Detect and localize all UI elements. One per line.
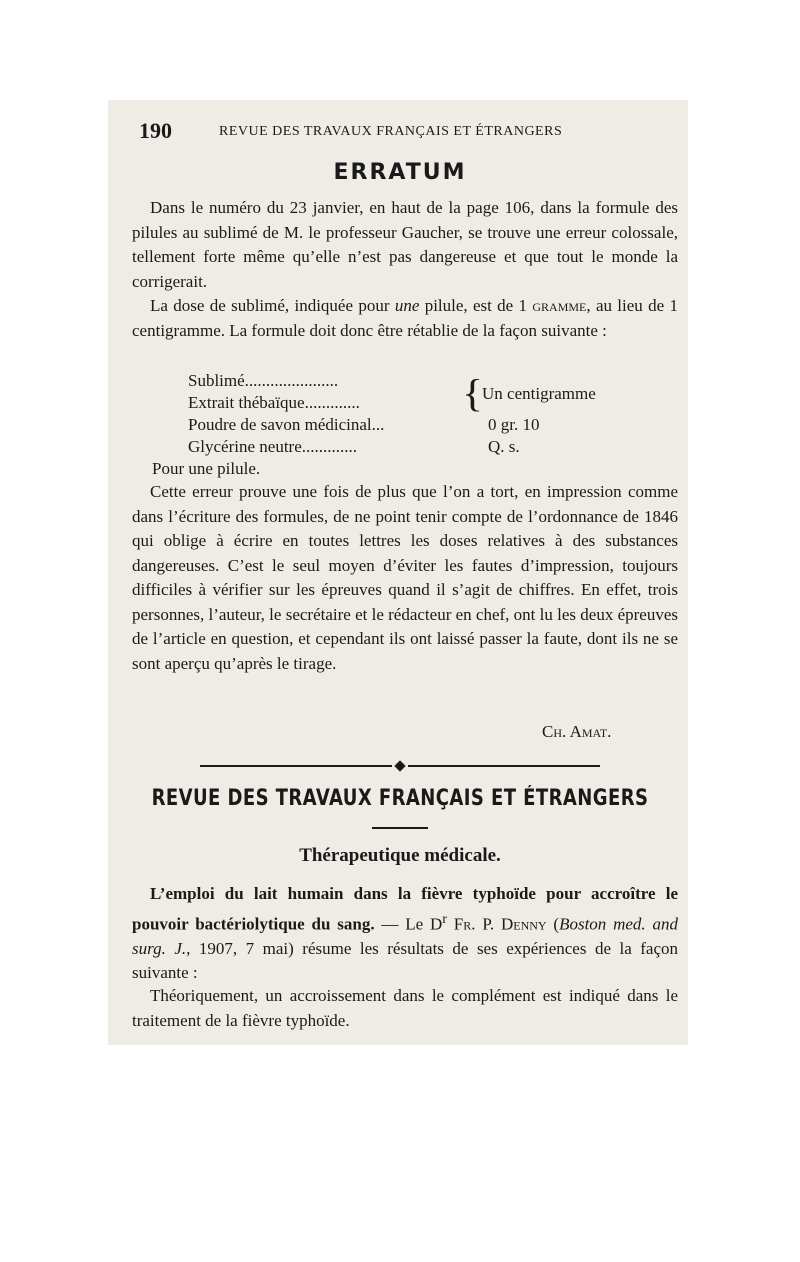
subsection-title: Thérapeutique médicale. bbox=[299, 845, 501, 866]
formula-line-glycerine: Glycérine neutre............. bbox=[188, 437, 357, 456]
page-number: 190 bbox=[139, 118, 172, 143]
formula-line-sublime: Sublimé...................... bbox=[188, 371, 339, 390]
formula-dose-glycerine: Q. s. bbox=[488, 437, 520, 456]
formula-line-poudre: Poudre de savon médicinal... bbox=[188, 415, 385, 434]
erratum-paragraph-2: La dose de sublimé, indiquée pour une pilule, est de 1 gramme, au lieu de 1 centigramme. La formule doit donc être rétablie de la façon suivante : bbox=[132, 296, 678, 340]
formula-dose-centigramme: Un centigramme bbox=[482, 384, 596, 403]
article-paragraph-1: L’emploi du lait humain dans la fièvre typhoïde pour accroître le pouvoir bactériolytique du sang. — Le $D^r$ Fr. P. Denny (Boston med. and surg. J., 1907, 7 mai) résume les résultats de ses expériences de la façon suivante : bbox=[132, 884, 678, 983]
brace-symbol: { bbox=[462, 371, 484, 416]
signature: Ch. Amat. bbox=[542, 722, 612, 741]
formula-dose-poudre: 0 gr. 10 bbox=[488, 415, 540, 434]
formula-footer: Pour une pilule. bbox=[152, 459, 261, 478]
article-paragraph-2: Théoriquement, un accroissement dans le complément est indiqué dans le traitement de la fièvre typhoïde. bbox=[132, 986, 678, 1030]
ornamental-divider bbox=[200, 762, 600, 770]
formula-line-extrait: Extrait thébaïque............. bbox=[188, 393, 360, 412]
section-title: REVUE DES TRAVAUX FRANÇAIS ET ÉTRANGERS bbox=[151, 786, 649, 811]
running-head: REVUE DES TRAVAUX FRANÇAIS ET ÉTRANGERS bbox=[219, 124, 563, 139]
erratum-paragraph-1: Dans le numéro du 23 janvier, en haut de la page 106, dans la formule des pilules au sublimé de M. le professeur Gaucher, se trouve une erreur colossale, tellement forte même qu’elle n’est pas dangereuse et que tout le monde la corrigerait. bbox=[132, 198, 678, 291]
erratum-title: ERRATUM bbox=[333, 160, 467, 185]
page-header bbox=[139, 118, 679, 148]
short-divider bbox=[372, 827, 428, 829]
erratum-paragraph-3: Cette erreur prouve une fois de plus que l’on a tort, en impression comme dans l’écriture des formules, de ne point tenir compte de l’ordonnance de 1846 qui oblige à écrire en toutes lettres les doses relatives à des substances dangereuses. C’est le seul moyen d’éviter les fautes d’impression, toujours difficiles à vérifier sur les épreuves quand il s’agit de chiffres. En effet, trois personnes, l’auteur, le secrétaire et le rédacteur en chef, ont lu les deux épreuves de l’article en question, et cependant ils ont laissé passer la faute, dont ils ne se sont aperçu qu’après le tirage. bbox=[132, 482, 678, 673]
